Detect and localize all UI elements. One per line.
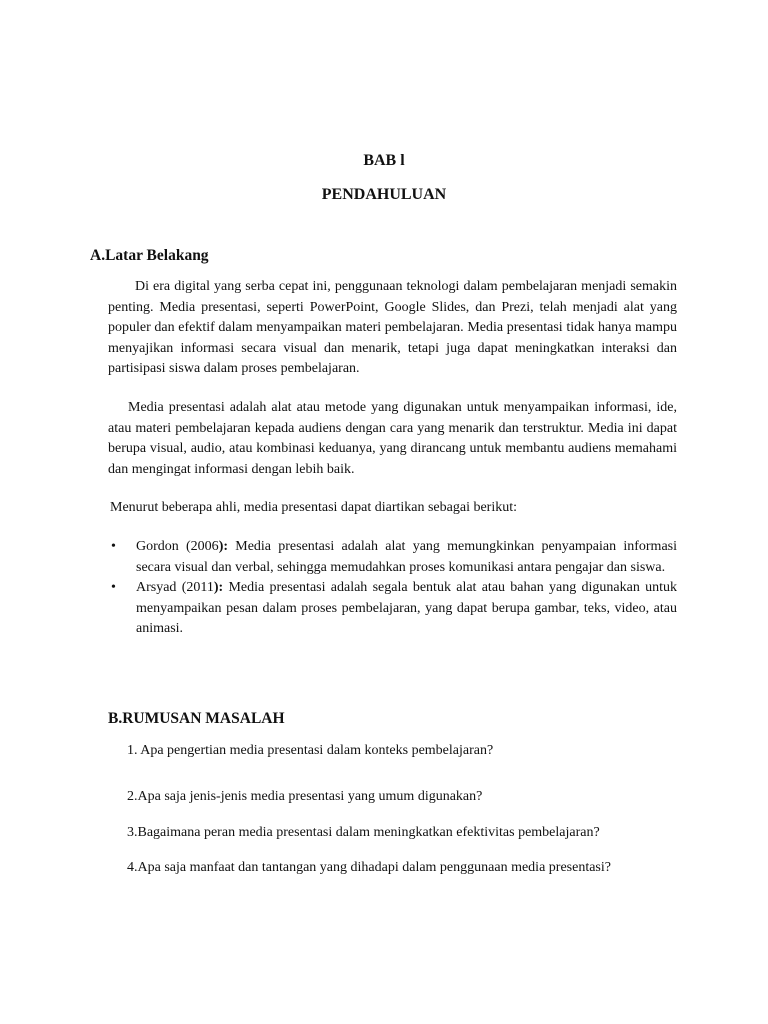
paragraph-expert-intro: Menurut beberapa ahli, media presentasi dapat diartikan sebagai berikut: xyxy=(110,500,518,515)
citation-close: ): xyxy=(218,539,229,554)
citation-source: Arsyad (2011 xyxy=(136,580,214,595)
question-item: 4.Apa saja manfaat dan tantangan yang dihadapi dalam penggunaan media presentasi? xyxy=(127,860,611,875)
citation-text: Media presentasi adalah segala bentuk alat atau bahan yang digunakan untuk menyampaikan pesan dalam proses pembelajaran, yang dapat berupa gambar, teks, video, atau animasi. xyxy=(136,580,677,636)
paragraph-definition: Media presentasi adalah alat atau metode yang digunakan untuk menyampaikan informasi, ide, atau materi pembelajaran kepada audiens dengan cara yang menarik dan terstruktur. Media ini dapat berupa visual, audio, atau kombinasi keduanya, yang dirancang untuk membantu audiens memahami dan mengingat informasi dengan lebih baik. xyxy=(108,400,677,477)
citation-close: ): xyxy=(213,580,224,595)
bullet-icon: • xyxy=(111,580,116,595)
question-item: 2.Apa saja jenis-jenis media presentasi yang umum digunakan? xyxy=(127,789,483,804)
section-heading-rumusan-masalah: B.RUMUSAN MASALAH xyxy=(108,710,285,727)
section-heading-latar-belakang: A.Latar Belakang xyxy=(90,247,209,264)
question-item: 3.Bagaimana peran media presentasi dalam meningkatkan efektivitas pembelajaran? xyxy=(127,825,600,840)
chapter-number: BAB l xyxy=(363,152,405,169)
list-item xyxy=(108,578,677,640)
paragraph-intro: Di era digital yang serba cepat ini, penggunaan teknologi dalam pembelajaran menjadi semakin penting. Media presentasi, seperti PowerPoint, Google Slides, dan Prezi, telah menjadi alat yang populer dan efektif dalam menyampaikan materi pembelajaran. Media presentasi tidak hanya mampu menyajikan informasi secara visual dan menarik, tetapi juga dapat meningkatkan interaksi dan partisipasi siswa dalam proses pembelajaran. xyxy=(108,279,677,376)
expert-definition-list xyxy=(108,537,677,640)
chapter-title: PENDAHULUAN xyxy=(321,186,447,203)
list-item xyxy=(108,537,677,578)
citation-source: Gordon (2006 xyxy=(136,539,219,554)
citation-text: Media presentasi adalah alat yang memungkinkan penyampaian informasi secara visual dan verbal, sehingga memudahkan proses komunikasi antara pengajar dan siswa. xyxy=(136,539,678,575)
bullet-icon: • xyxy=(111,539,116,554)
question-item: 1. Apa pengertian media presentasi dalam konteks pembelajaran? xyxy=(127,743,494,758)
